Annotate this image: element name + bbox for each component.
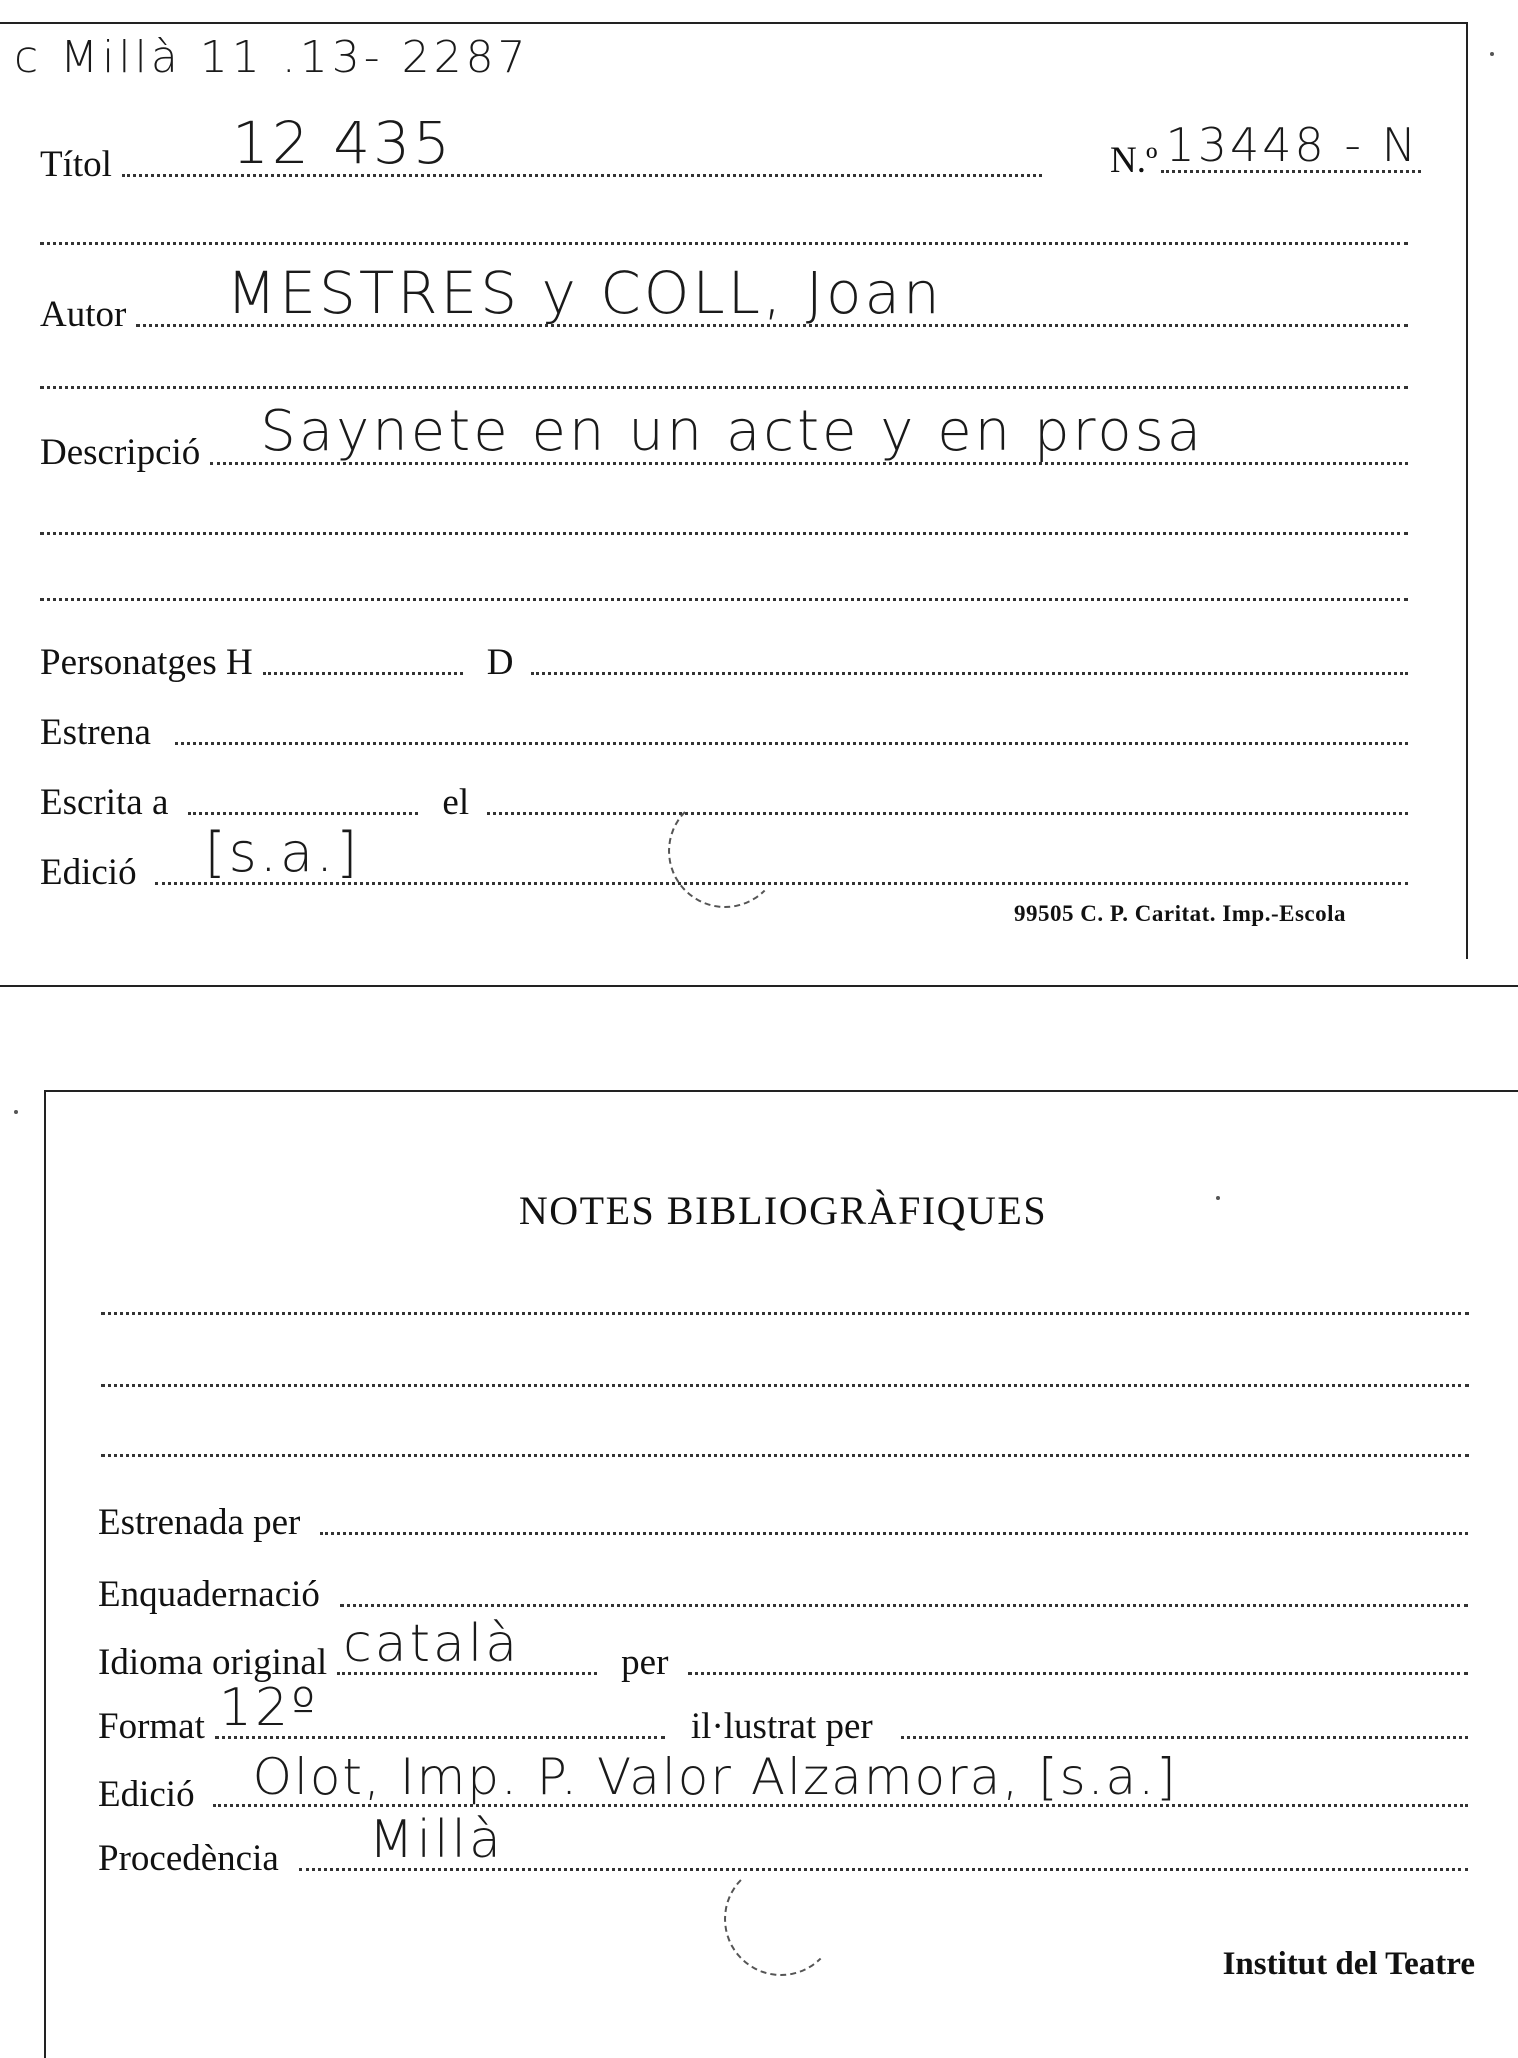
- number-value: 13448 - N: [1165, 118, 1420, 172]
- printer-imprint: 99505 C. P. Caritat. Imp.-Escola: [1013, 901, 1346, 926]
- characters-women-label: D: [486, 642, 514, 683]
- description-line: [210, 399, 1408, 465]
- back-edition-label: Edició: [98, 1774, 195, 1815]
- binding-line: [340, 1604, 1468, 1607]
- binding-field: [98, 1576, 1468, 1613]
- characters-men-line: [263, 672, 463, 675]
- author-value: MESTRES y COLL, Joan: [226, 259, 943, 327]
- original-language-value: català: [343, 1614, 521, 1674]
- title-continuation-line: [40, 242, 1408, 245]
- number-field: [1110, 118, 1440, 181]
- description-label: Descripció: [40, 432, 201, 473]
- notes-line-3: [101, 1454, 1469, 1457]
- premiered-by-field: [98, 1504, 1468, 1541]
- description-field: [40, 399, 1408, 473]
- bibliographic-notes-heading: NOTES BIBLIOGRÀFIQUES: [518, 1188, 1048, 1233]
- illustrated-by-label: il·lustrat per: [690, 1706, 873, 1747]
- premiere-line: [175, 742, 1408, 745]
- title-line: [122, 109, 1042, 177]
- provenance-value: Millà: [368, 1810, 504, 1870]
- number-label: N.º: [1110, 140, 1158, 181]
- back-edition-line: [213, 1748, 1468, 1807]
- format-line: [215, 1678, 665, 1739]
- format-label: Format: [98, 1706, 205, 1747]
- provenance-label: Procedència: [98, 1838, 279, 1879]
- notes-line-1: [101, 1312, 1469, 1315]
- header-note: c Millà 11 .13- 2287: [14, 32, 530, 83]
- author-line: [136, 259, 1408, 327]
- format-value: 12º: [218, 1678, 319, 1738]
- title-value: 12 435: [231, 109, 453, 177]
- binding-label: Enquadernació: [98, 1574, 320, 1615]
- written-date-line: [487, 812, 1408, 815]
- premiered-by-label: Estrenada per: [98, 1502, 301, 1543]
- edition-value: [s.a.]: [204, 821, 361, 884]
- written-at-label: Escrita a: [40, 782, 169, 823]
- characters-women-line: [531, 672, 1408, 675]
- scan-artifact: [14, 1110, 18, 1114]
- library-stamp-circle-back: [724, 1862, 838, 1976]
- description-continuation-line-2: [40, 598, 1408, 601]
- catalog-card-front: [0, 22, 1468, 959]
- author-field: [40, 259, 1408, 335]
- edition-line: [155, 821, 1408, 885]
- original-language-field: [98, 1614, 1468, 1683]
- library-stamp-circle: [668, 794, 782, 908]
- characters-men-label: Personatges H: [40, 642, 253, 683]
- description-continuation-line-1: [40, 532, 1408, 535]
- written-at-line: [188, 812, 418, 815]
- characters-field: [40, 644, 1408, 681]
- card-separator-line: [0, 985, 1518, 987]
- scan-artifact: [1216, 1196, 1220, 1200]
- description-value: Saynete en un acte y en prosa: [260, 399, 1205, 464]
- notes-line-2: [101, 1384, 1469, 1387]
- number-line: [1161, 118, 1421, 173]
- format-field: [98, 1678, 1468, 1747]
- catalog-card-back: [44, 1090, 1518, 2058]
- provenance-line: [299, 1810, 1468, 1871]
- original-language-by-label: per: [621, 1642, 669, 1683]
- original-language-label: Idioma original: [98, 1642, 328, 1683]
- edition-label: Edició: [40, 852, 137, 893]
- author-label: Autor: [40, 294, 127, 335]
- premiere-field: [40, 714, 1408, 751]
- title-label: Títol: [40, 144, 112, 185]
- written-date-label: el: [442, 782, 470, 823]
- title-field: [40, 109, 1090, 185]
- original-language-line: [337, 1614, 597, 1675]
- premiered-by-line: [320, 1532, 1468, 1535]
- institution-name: Institut del Teatre: [1222, 1946, 1475, 1982]
- illustrated-by-line: [901, 1736, 1468, 1739]
- author-continuation-line: [40, 386, 1408, 389]
- original-language-by-line: [688, 1672, 1468, 1675]
- premiere-label: Estrena: [40, 712, 151, 753]
- back-edition-field: [98, 1748, 1468, 1815]
- scan-artifact: [1490, 52, 1494, 56]
- back-edition-value: Olot, Imp. P. Valor Alzamora, [s.a.]: [252, 1748, 1178, 1806]
